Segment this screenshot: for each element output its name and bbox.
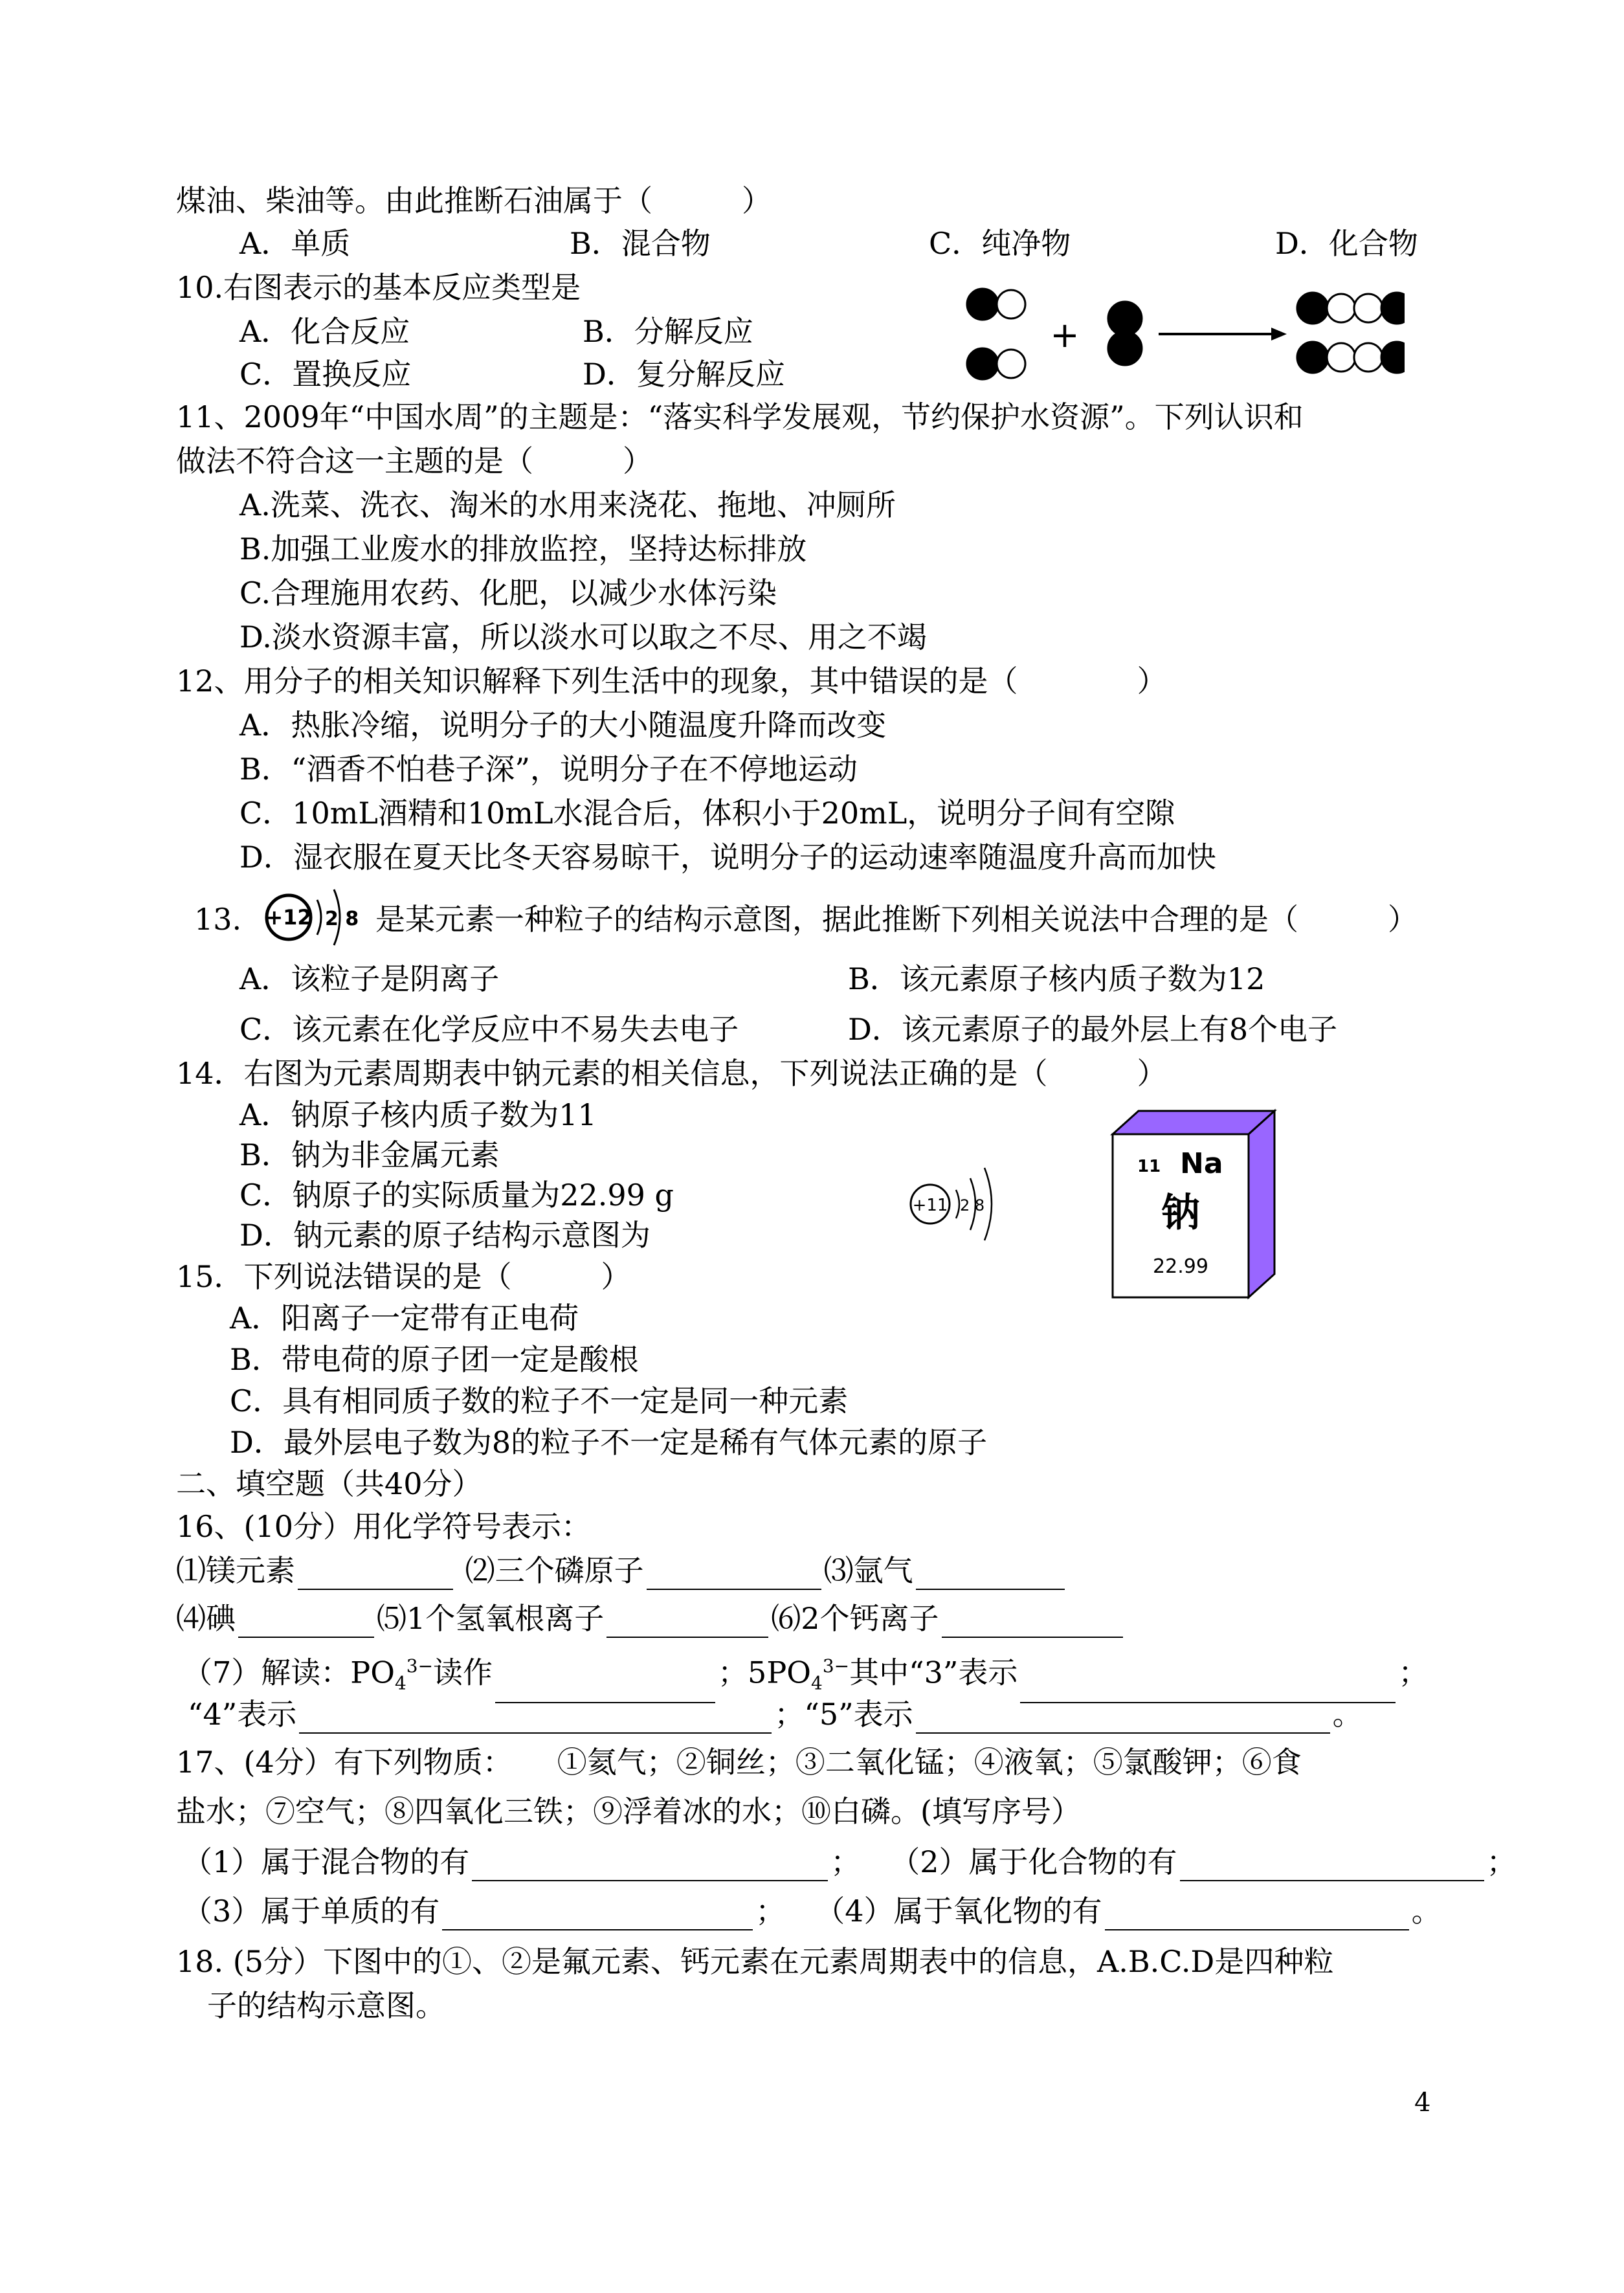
q12-option-b: B．“酒香不怕巷子深”，说明分子在不停地运动 <box>239 752 858 787</box>
q17-part3-blank[interactable] <box>442 1901 753 1930</box>
page-number: 4 <box>1414 2088 1431 2118</box>
q17-part4-label: （4）属于氧化物的有 <box>830 1894 1102 1929</box>
q14-stem: 14．右图为元素周期表中钠元素的相关信息，下列说法正确的是（ ） <box>176 1056 1167 1091</box>
q14-option-b: B．钠为非金属元素 <box>239 1137 500 1172</box>
q16-part2-label: ⑵三个磷原子 <box>465 1553 644 1588</box>
tile-top-face <box>1113 1111 1274 1134</box>
q13-nucleus-label: +12 <box>265 905 312 930</box>
q16-part7-label: （7）解读：PO <box>183 1655 395 1690</box>
q16-part4-blank[interactable] <box>238 1608 374 1638</box>
q16-part7-subscript-2: 4 <box>810 1672 823 1694</box>
q18-stem-line2: 子的结构示意图。 <box>207 1988 445 2023</box>
q10-option-b: B．分解反应 <box>583 314 753 349</box>
q17-line-4: （3）属于单质的有 ； （4）属于氧化物的有 。 <box>183 1892 1441 1930</box>
q16-part7-5po4: ；5PO <box>718 1655 811 1690</box>
q13-shell-electrons: 2 8 <box>325 908 359 930</box>
q9-stem: 煤油、柴油等。由此推断石油属于（ ） <box>176 183 772 218</box>
q16-stem: 16、(10分）用化学符号表示： <box>176 1509 592 1544</box>
q18-stem-line1: 18. (5分）下图中的①、②是氟元素、钙元素在元素周期表中的信息，A.B.C.D是四种粒 <box>176 1944 1334 1979</box>
q17-stem-line2: 盐水；⑦空气；⑧四氧化三铁；⑨浮着冰的水；⑩白磷。(填写序号） <box>176 1794 1081 1829</box>
sodium-nucleus-label: +11 <box>912 1196 948 1215</box>
sodium-periodic-table-tile <box>1110 1108 1278 1303</box>
q16-line-2 <box>176 1599 1126 1638</box>
q15-option-a: A．阳离子一定带有正电荷 <box>230 1301 579 1336</box>
q13-option-b: B．该元素原子核内质子数为12 <box>848 961 1265 996</box>
q17-part1-blank[interactable] <box>472 1851 828 1881</box>
q11-option-c: C.合理施用农药、化肥，以减少水体污染 <box>239 576 777 610</box>
q14-option-c: C．钠原子的实际质量为22.99 g <box>239 1178 674 1213</box>
q16-part6-blank[interactable] <box>942 1608 1123 1638</box>
q17-part1-label: （1）属于混合物的有 <box>183 1844 470 1879</box>
q17-stem-line1: 17、(4分）有下列物质： ①氦气；②铜丝；③二氧化锰；④液氧；⑤氯酸钾；⑥食 <box>176 1745 1302 1780</box>
q16-line-1 <box>176 1551 1067 1590</box>
q14-option-a: A．钠原子核内质子数为11 <box>239 1097 597 1132</box>
q12-option-d: D．湿衣服在夏天比冬天容易晾干，说明分子的运动速率随温度升高而加快 <box>239 840 1216 875</box>
q13-number: 13. <box>194 902 242 937</box>
q17-part3-label: （3）属于单质的有 <box>183 1894 440 1929</box>
section-heading-fill-in: 二、填空题（共40分） <box>176 1466 482 1501</box>
q9-option-d: D．化合物 <box>1275 226 1418 261</box>
q16-part7-blank-4[interactable] <box>299 1704 772 1734</box>
q16-part6-label: ⑹2个钙离子 <box>771 1601 939 1636</box>
tile-atomic-mass: 22.99 <box>1153 1255 1208 1278</box>
q10-option-c: C．置换反应 <box>239 357 412 392</box>
q11-stem-line1: 11、2009年“中国水周”的主题是：“落实科学发展观，节约保护水资源”。下列认识和 <box>176 399 1304 434</box>
q9-option-a: A．单质 <box>239 226 351 261</box>
q11-option-d: D.淡水资源丰富，所以淡水可以取之不尽、用之不竭 <box>239 620 927 654</box>
q15-option-d: D．最外层电子数为8的粒子不一定是稀有气体元素的原子 <box>230 1425 988 1460</box>
q13-stem: 是某元素一种粒子的结构示意图，据此推断下列相关说法中合理的是（ ） <box>375 902 1418 937</box>
q17-part2-blank[interactable] <box>1180 1851 1484 1881</box>
tile-element-name: 钠 <box>1161 1191 1200 1236</box>
q15-option-c: C．具有相同质子数的粒子不一定是同一种元素 <box>230 1383 849 1418</box>
q15-option-b: B．带电荷的原子团一定是酸根 <box>230 1342 639 1377</box>
q16-part7-meaning-3: 其中“3”表示 <box>849 1655 1018 1690</box>
q16-part7-subscript: 4 <box>394 1672 406 1694</box>
q11-option-a: A.洗菜、洗衣、淘米的水用来浇花、拖地、冲厕所 <box>239 487 896 522</box>
tile-symbol: Na <box>1180 1147 1223 1180</box>
q12-option-a: A．热胀冷缩，说明分子的大小随温度升降而改变 <box>239 708 887 743</box>
q16-part1-blank[interactable] <box>298 1560 453 1590</box>
q14-option-d: D．钠元素的原子结构示意图为 <box>239 1218 651 1253</box>
q16-line-4: “4”表示 ；“5”表示 。 <box>188 1695 1363 1734</box>
q16-part3-blank[interactable] <box>916 1560 1065 1590</box>
q17-line-3: （1）属于混合物的有 ； （2）属于化合物的有 ； <box>183 1842 1517 1881</box>
q16-part5-blank[interactable] <box>606 1608 768 1638</box>
q16-part1-label: ⑴镁元素 <box>176 1553 295 1588</box>
q9-option-c: C．纯净物 <box>929 226 1071 261</box>
q16-part7-superscript: 3− <box>406 1655 434 1677</box>
q16-part7-read-as: 读作 <box>433 1655 493 1690</box>
tile-side-face <box>1249 1111 1274 1297</box>
q17-part4-blank[interactable] <box>1105 1901 1409 1930</box>
q15-stem: 15．下列说法错误的是（ ） <box>176 1259 631 1294</box>
q13-ion-structure-diagram <box>258 882 368 953</box>
q13-option-a: A．该粒子是阴离子 <box>239 961 500 996</box>
q16-part7-blank-5[interactable] <box>916 1704 1330 1734</box>
q13-option-c: C．该元素在化学反应中不易失去电子 <box>239 1012 739 1047</box>
q11-stem-line2: 做法不符合这一主题的是（ ） <box>176 443 652 478</box>
q16-part4-label: ⑷碘 <box>176 1601 236 1636</box>
q16-part2-blank[interactable] <box>647 1560 821 1590</box>
q16-part3-label: ⑶氩气 <box>823 1553 913 1588</box>
q10-option-a: A．化合反应 <box>239 314 410 349</box>
tile-atomic-number: 11 <box>1137 1157 1161 1176</box>
q17-part2-label: （2）属于化合物的有 <box>905 1844 1177 1879</box>
q12-option-c: C．10mL酒精和10mL水混合后，体积小于20mL，说明分子间有空隙 <box>239 796 1175 831</box>
svg-text:+: + <box>1050 315 1080 355</box>
sodium-shell-electrons: 2 8 <box>960 1196 985 1214</box>
q16-part5-label: ⑸1个氢氧根离子 <box>377 1601 605 1636</box>
q9-option-b: B．混合物 <box>570 226 711 261</box>
reaction-diagram <box>964 285 1405 395</box>
q13-option-d: D．该元素原子的最外层上有8个电子 <box>848 1012 1338 1047</box>
q12-stem: 12、用分子的相关知识解释下列生活中的现象，其中错误的是（ ） <box>176 664 1167 699</box>
q16-part7-meaning-5: ；“5”表示 <box>774 1697 913 1732</box>
q11-option-b: B.加强工业废水的排放监控，坚持达标排放 <box>239 531 807 566</box>
q16-part7-meaning-4: “4”表示 <box>188 1697 297 1732</box>
sodium-atom-structure-diagram <box>903 1159 1007 1249</box>
q10-option-d: D．复分解反应 <box>583 357 785 392</box>
q16-line-3: （7）解读：$PO_4^{3-}$读作 ；$5PO_4^{3-}$其中“3”表示 ； <box>183 1647 1428 1703</box>
q10-stem: 10.右图表示的基本反应类型是 <box>176 270 581 305</box>
q16-part7-superscript-2: 3− <box>822 1655 850 1677</box>
